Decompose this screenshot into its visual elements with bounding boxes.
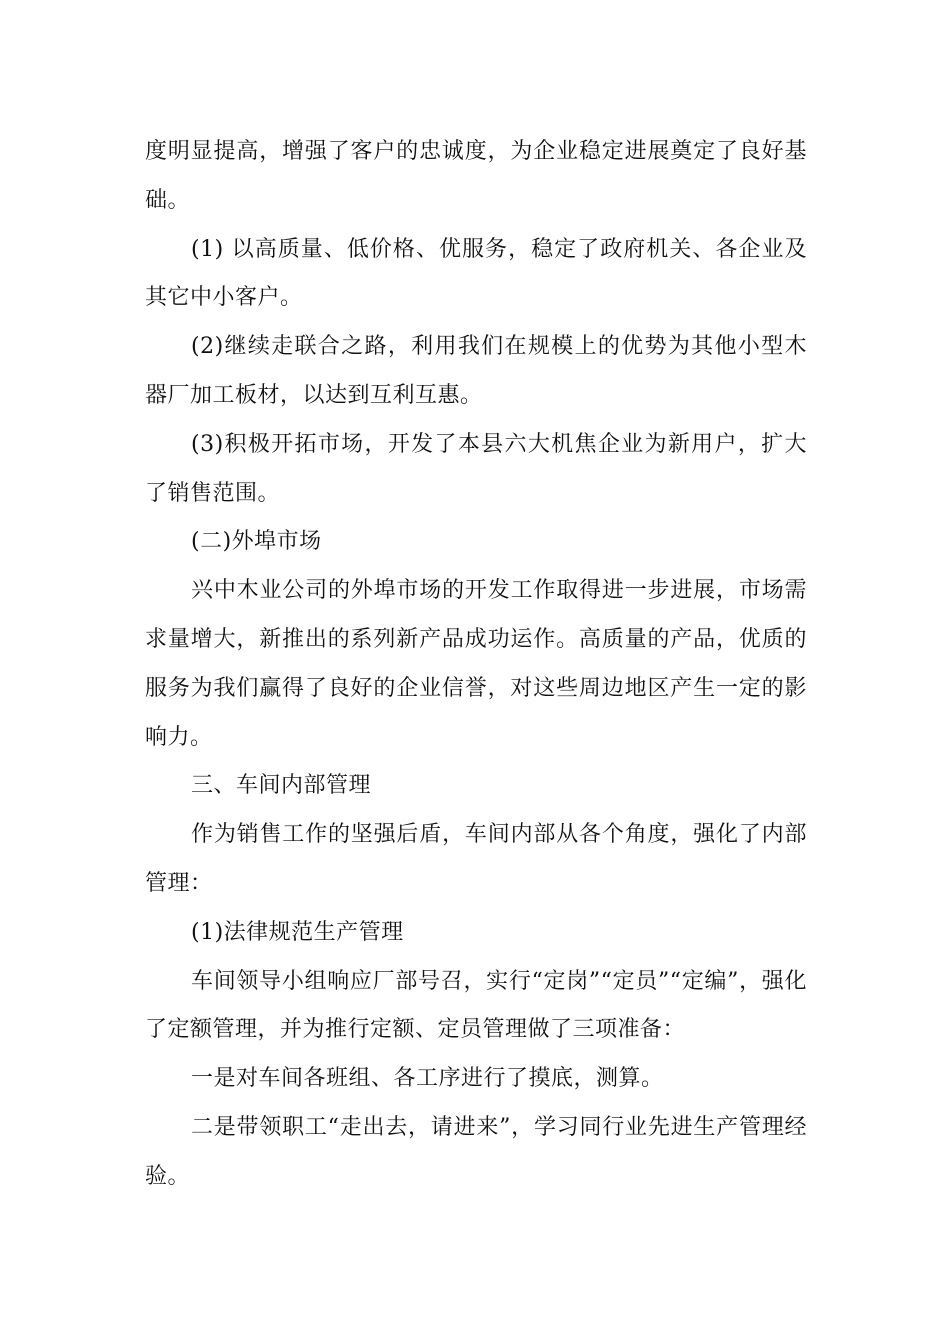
- section-heading-external-market: (二)外埠市场: [191, 529, 322, 555]
- paragraph-7: 车间领导小组响应厂部号召，实行“定岗”“定员”“定编”，强化了定额管理，并为推行定额、定员管理做了三项准备：: [145, 968, 807, 1043]
- paragraph-5: 兴中木业公司的外埠市场的开发工作取得进一步进展，市场需求量增大，新推出的系列新产品成功运作。高质量的产品，优质的服务为我们赢得了良好的企业信誉，对这些周边地区产生一定的影响力。: [145, 578, 807, 750]
- section-heading-workshop-management: 三、车间内部管理: [191, 773, 372, 799]
- paragraph-8: 一是对车间各班组、各工序进行了摸底，测算。: [191, 1066, 664, 1092]
- paragraph-1: 度明显提高，增强了客户的忠诚度，为企业稳定进展奠定了良好基础。: [145, 139, 807, 213]
- paragraph-4: (3)积极开拓市场，开发了本县六大机焦企业为新用户，扩大了销售范围。: [145, 431, 807, 506]
- document-body: [145, 128, 807, 1202]
- paragraph-3: (2)继续走联合之路，利用我们在规模上的优势为其他小型木器厂加工板材，以达到互利互惠。: [145, 334, 807, 408]
- paragraph-2: (1) 以高质量、低价格、优服务，稳定了政府机关、各企业及其它中小客户。: [145, 236, 807, 311]
- subheading-production-management: (1)法律规范生产管理: [191, 919, 404, 945]
- paragraph-6: 作为销售工作的坚强后盾，车间内部从各个角度，强化了内部管理：: [145, 822, 807, 896]
- paragraph-9: 二是带领职工“走出去，请进来”，学习同行业先进生产管理经验。: [145, 1114, 807, 1189]
